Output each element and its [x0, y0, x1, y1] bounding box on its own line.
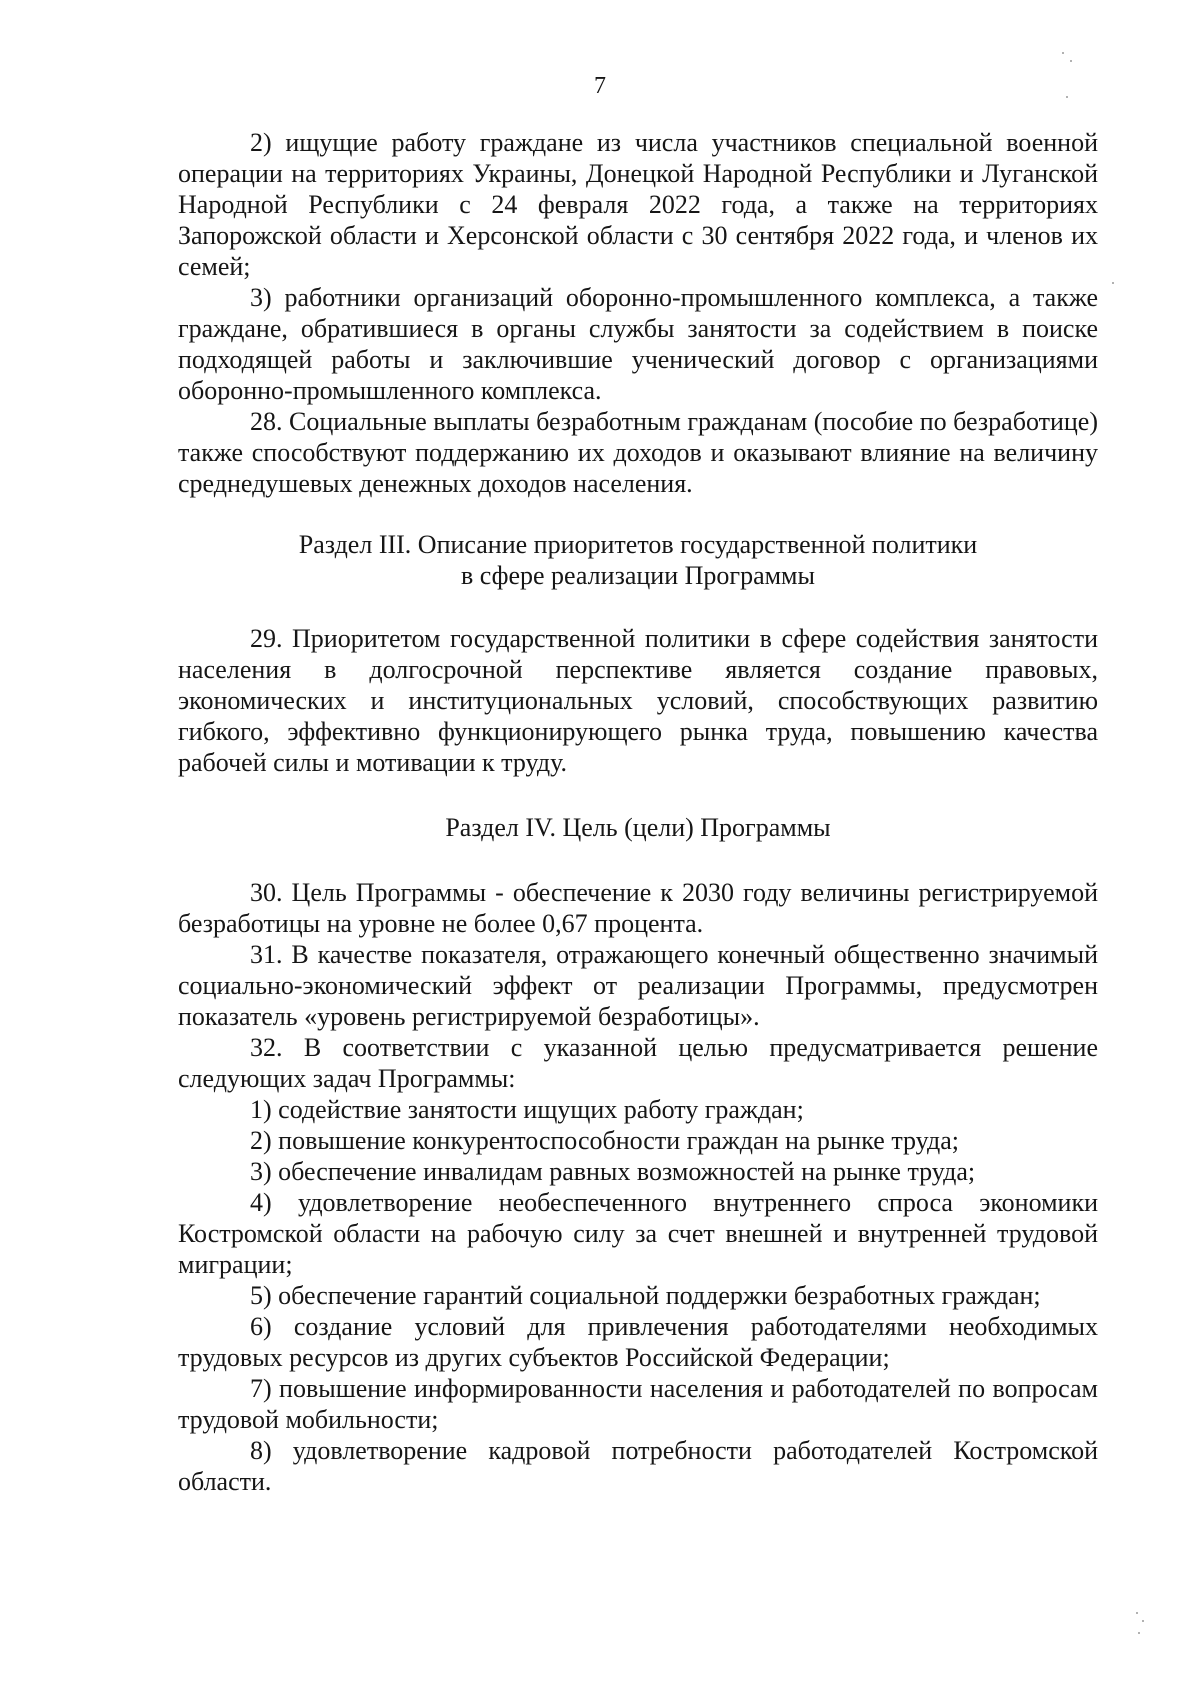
scan-speck	[1070, 60, 1072, 62]
scan-speck	[1136, 1612, 1138, 1614]
section-heading-3	[178, 529, 1098, 591]
scan-speck	[1112, 282, 1114, 284]
list-item: 5) обеспечение гарантий социальной поддержки безработных граждан;	[250, 1281, 1041, 1310]
list-item: 6) создание условий для привлечения работодателями необходимых трудовых ресурсов из других субъектов Российской Федерации;	[178, 1312, 1098, 1372]
section-heading-line: в сфере реализации Программы	[461, 561, 815, 590]
page-number: 7	[594, 73, 606, 99]
list-item: 2) повышение конкурентоспособности граждан на рынке труда;	[250, 1126, 960, 1155]
paragraph: 32. В соответствии с указанной целью предусматривается решение следующих задач Программы:	[178, 1033, 1098, 1093]
scan-speck	[1062, 52, 1064, 54]
list-item: 4) удовлетворение необеспеченного внутреннего спроса экономики Костромской области на рабочую силу за счет внешней и внутренней трудовой миграции;	[178, 1188, 1098, 1279]
section-heading-4: Раздел IV. Цель (цели) Программы	[445, 813, 831, 842]
paragraph: 31. В качестве показателя, отражающего конечный общественно значимый социально-экономический эффект от реализации Программы, предусмотрен показатель «уровень регистрируемой безработицы».	[178, 940, 1098, 1031]
document-body	[178, 127, 1098, 1497]
paragraph: 29. Приоритетом государственной политики в сфере содействия занятости населения в долгосрочной перспективе является создание правовых, экономических и институциональных условий, способствующих развитию гибкого, эффективно функционирующего рынка труда, повышению качества рабочей силы и мотивации к труду.	[178, 624, 1098, 777]
paragraph: 2) ищущие работу граждане из числа участников специальной военной операции на территориях Украины, Донецкой Народной Республики и Луганской Народной Республики с 24 февраля 2022 года, а также на территориях Запорожской области и Херсонской области с 30 сентября 2022 года, и членов их семей;	[178, 128, 1098, 281]
paragraph: 28. Социальные выплаты безработным гражданам (пособие по безработице) также способствуют поддержанию их доходов и оказывают влияние на величину среднедушевых денежных доходов населения.	[178, 407, 1098, 498]
list-item: 1) содействие занятости ищущих работу граждан;	[250, 1095, 804, 1124]
section-heading-line: Раздел III. Описание приоритетов государственной политики	[298, 530, 978, 559]
list-item: 8) удовлетворение кадровой потребности работодателей Костромской области.	[178, 1436, 1098, 1496]
list-item: 3) обеспечение инвалидам равных возможностей на рынке труда;	[250, 1157, 976, 1186]
paragraph: 3) работники организаций оборонно-промышленного комплекса, а также граждане, обратившиеся в органы службы занятости за содействием в поиске подходящей работы и заключившие ученический договор с организациями оборонно-промышленного комплекса.	[178, 283, 1098, 405]
paragraph: 30. Цель Программы - обеспечение к 2030 году величины регистрируемой безработицы на уровне не более 0,67 процента.	[178, 878, 1098, 938]
scan-speck	[1138, 1632, 1140, 1634]
scan-speck	[1142, 1620, 1144, 1622]
list-item: 7) повышение информированности населения и работодателей по вопросам трудовой мобильности;	[178, 1374, 1098, 1434]
scan-speck	[1066, 96, 1068, 98]
